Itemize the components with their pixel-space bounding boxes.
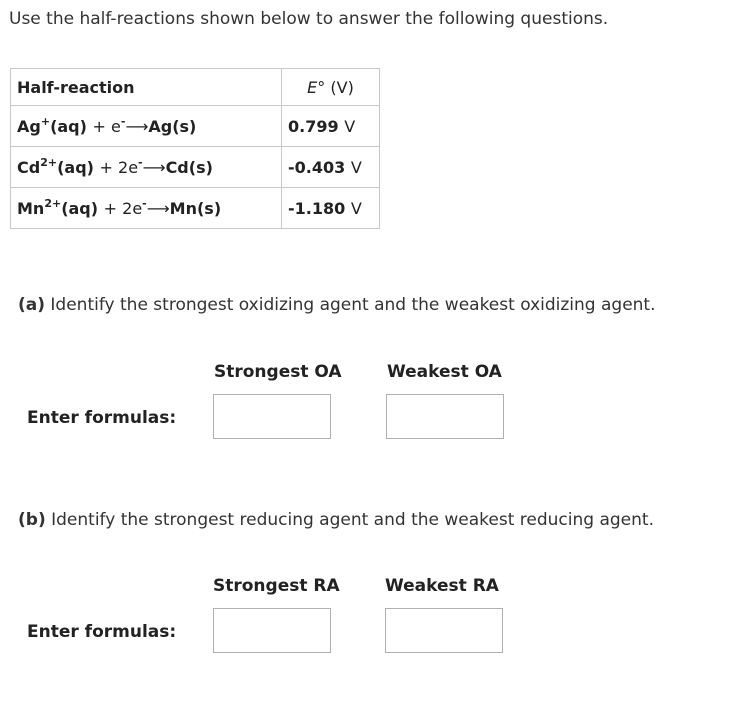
reaction-cell — [11, 188, 282, 229]
question-a-letter: (a) — [18, 295, 46, 315]
reactant-charge: 2+ — [40, 155, 58, 169]
table-header-row — [11, 69, 380, 106]
question-b-text: Identify the strongest reducing agent and the weakest reducing agent. — [51, 510, 654, 530]
potential-cell — [282, 147, 380, 188]
arrow-icon: ⟶ — [125, 116, 149, 136]
potential-cell — [282, 188, 380, 229]
potential-unit: V — [344, 116, 356, 136]
potential-symbol: E° — [307, 77, 326, 97]
reaction-cell — [11, 147, 282, 188]
reactant: Cd — [17, 157, 41, 177]
weakest-ra-header: Weakest RA — [385, 576, 499, 596]
reactant-charge: + — [40, 114, 51, 128]
question-b-letter: (b) — [18, 510, 46, 530]
header-potential — [282, 69, 380, 106]
enter-formulas-label-a: Enter formulas: — [27, 408, 177, 428]
potential-value: -1.180 — [288, 198, 346, 218]
strongest-oa-input[interactable] — [213, 394, 331, 439]
electrons: + e — [92, 116, 121, 136]
potential-unit: V — [350, 157, 362, 177]
reactant-state: (aq) — [50, 116, 87, 136]
product: Mn(s) — [169, 198, 222, 218]
question-a — [18, 295, 656, 315]
question-b — [18, 510, 654, 530]
reactant-charge: 2+ — [44, 196, 62, 210]
electron-charge: - — [138, 155, 143, 169]
electron-charge: - — [142, 196, 147, 210]
reactant: Ag — [17, 116, 41, 136]
weakest-ra-input[interactable] — [385, 608, 503, 653]
arrow-icon: ⟶ — [146, 198, 170, 218]
electrons: + 2e — [99, 157, 139, 177]
question-a-text: Identify the strongest oxidizing agent and the weakest oxidizing agent. — [50, 295, 656, 315]
reactant: Mn — [17, 198, 45, 218]
arrow-icon: ⟶ — [142, 157, 166, 177]
header-half-reaction: Half-reaction — [11, 69, 282, 106]
strongest-ra-header: Strongest RA — [213, 576, 340, 596]
reactant-state: (aq) — [61, 198, 99, 218]
product: Cd(s) — [165, 157, 213, 177]
intro-text: Use the half-reactions shown below to answer the following questions. — [9, 9, 609, 29]
enter-formulas-label-b: Enter formulas: — [27, 622, 177, 642]
table-row — [11, 188, 380, 229]
weakest-oa-header: Weakest OA — [387, 362, 502, 382]
table-row — [11, 106, 380, 147]
strongest-ra-input[interactable] — [213, 608, 331, 653]
potential-cell — [282, 106, 380, 147]
reaction-cell — [11, 106, 282, 147]
potential-value: -0.403 — [288, 157, 346, 177]
product: Ag(s) — [148, 116, 197, 136]
potential-value: 0.799 — [288, 116, 339, 136]
table-row — [11, 147, 380, 188]
weakest-oa-input[interactable] — [386, 394, 504, 439]
half-reaction-table — [10, 68, 380, 229]
potential-unit: V — [350, 198, 362, 218]
strongest-oa-header: Strongest OA — [214, 362, 342, 382]
reactant-state: (aq) — [57, 157, 94, 177]
potential-unit: (V) — [330, 77, 354, 97]
electrons: + 2e — [103, 198, 143, 218]
electron-charge: - — [120, 114, 126, 128]
